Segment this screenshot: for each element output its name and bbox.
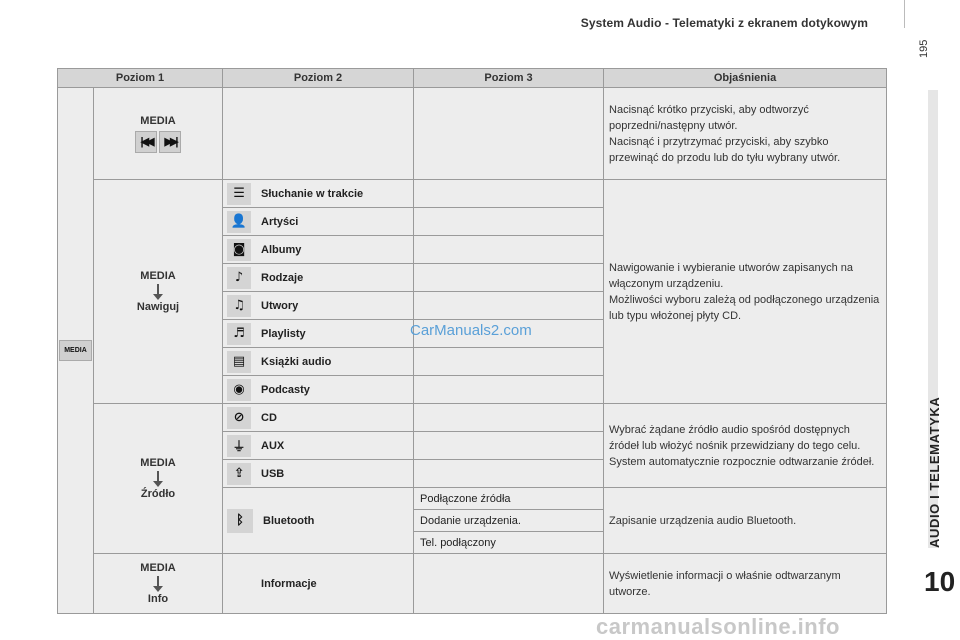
column-header-level3: Poziom 3 bbox=[414, 69, 604, 88]
bluetooth-sub-item: Podłączone źródła bbox=[414, 488, 604, 510]
browse-item-label: Podcasty bbox=[261, 383, 310, 396]
info-item: Informacje bbox=[223, 554, 414, 614]
source-item bbox=[223, 432, 414, 460]
table-row bbox=[58, 180, 887, 208]
arrow-down-icon bbox=[157, 284, 159, 298]
level2-subtitle: Nawiguj bbox=[136, 301, 180, 313]
level4-empty bbox=[414, 554, 604, 614]
level2-info bbox=[94, 554, 223, 614]
arrow-down-icon bbox=[157, 576, 159, 590]
bluetooth-icon: ᛒ bbox=[227, 509, 253, 533]
explanation-info: Wyświetlenie informacji o właśnie odtwarzanym utworze. bbox=[604, 554, 887, 614]
level4-empty bbox=[414, 376, 604, 404]
media-menu-table bbox=[57, 68, 887, 614]
next-track-icon: ▶▶| bbox=[159, 131, 181, 153]
level4-empty bbox=[414, 180, 604, 208]
table-row bbox=[58, 88, 887, 180]
bluetooth-sub-item: Tel. podłączony bbox=[414, 532, 604, 554]
level2-title: MEDIA bbox=[140, 562, 176, 574]
arrow-down-icon bbox=[157, 471, 159, 485]
list-icon: ☰ bbox=[227, 183, 251, 205]
level2-browse bbox=[94, 180, 223, 404]
level2-title: MEDIA bbox=[140, 114, 176, 127]
header-divider bbox=[904, 0, 905, 28]
column-header-level2: Poziom 2 bbox=[223, 69, 414, 88]
bluetooth-item bbox=[223, 488, 414, 554]
explanation-bluetooth: Zapisanie urządzenia audio Bluetooth. bbox=[604, 488, 887, 554]
level2-title: MEDIA bbox=[140, 457, 176, 469]
level4-empty bbox=[414, 236, 604, 264]
page-number: 195 bbox=[918, 39, 930, 58]
explanation-browse: Nawigowanie i wybieranie utworów zapisanych na włączonym urządzeniu. Możliwości wyboru zależą od podłączonego urządzenia lub typu włożonej płyty CD. bbox=[604, 180, 887, 404]
level1-cell bbox=[58, 88, 94, 614]
browse-item bbox=[223, 208, 414, 236]
level2-title: MEDIA bbox=[140, 270, 176, 282]
page-header-title: System Audio - Telematyki z ekranem dotykowym bbox=[580, 16, 868, 30]
album-icon: ◙ bbox=[227, 239, 251, 261]
table-row bbox=[58, 404, 887, 432]
level3-empty bbox=[223, 88, 414, 180]
level4-empty bbox=[414, 348, 604, 376]
level2-subtitle: Info bbox=[147, 593, 169, 605]
level2-subtitle: Źródło bbox=[140, 488, 176, 500]
browse-item-label: Artyści bbox=[261, 215, 299, 228]
level2-media-skip bbox=[94, 88, 223, 180]
browse-item bbox=[223, 264, 414, 292]
level4-empty bbox=[414, 432, 604, 460]
watermark-text: CarManuals2.com bbox=[410, 322, 532, 339]
genre-guitar-icon: ♪ bbox=[227, 267, 251, 289]
source-item bbox=[223, 404, 414, 432]
source-item bbox=[223, 460, 414, 488]
browse-item-label: Utwory bbox=[261, 299, 299, 312]
explanation-source: Wybrać żądane źródło audio spośród dostępnych źródeł lub włożyć nośnik przewidziany do tego celu. System automatycznie rozpocznie odtwarzanie źródeł. bbox=[604, 404, 887, 488]
podcast-icon: ◉ bbox=[227, 379, 251, 401]
browse-item-label: Albumy bbox=[261, 243, 302, 256]
bluetooth-sub-item: Dodanie urządzenia. bbox=[414, 510, 604, 532]
source-item-label: USB bbox=[261, 467, 285, 480]
source-item-label: AUX bbox=[261, 439, 285, 452]
browse-item-label: Playlisty bbox=[261, 327, 306, 340]
chapter-number: 10 bbox=[924, 566, 956, 597]
level4-empty bbox=[414, 292, 604, 320]
level4-empty bbox=[414, 404, 604, 432]
skip-buttons bbox=[135, 131, 181, 153]
column-header-level1: Poziom 1 bbox=[58, 69, 223, 88]
chapter-label: AUDIO I TELEMATYKA bbox=[927, 396, 942, 548]
song-icon: ♫ bbox=[227, 295, 251, 317]
browse-item bbox=[223, 348, 414, 376]
browse-item bbox=[223, 376, 414, 404]
explanation-prev-next: Nacisnąć krótko przyciski, aby odtworzyć poprzedni/następny utwór. Nacisnąć i przytrzymać przyciski, aby szybko przewinąć do przodu lub do tyłu wybrany utwór. bbox=[604, 88, 887, 180]
level4-empty bbox=[414, 460, 604, 488]
table-row bbox=[58, 554, 887, 614]
artist-icon: 👤 bbox=[227, 211, 251, 233]
browse-item bbox=[223, 236, 414, 264]
browse-item bbox=[223, 320, 414, 348]
level4-empty bbox=[414, 208, 604, 236]
media-button-icon: MEDIA bbox=[59, 340, 92, 361]
cd-icon: ⊘ bbox=[227, 407, 251, 429]
previous-track-icon: |◀◀ bbox=[135, 131, 157, 153]
usb-icon: ⇪ bbox=[227, 463, 251, 485]
column-header-explanations: Objaśnienia bbox=[604, 69, 887, 88]
browse-item-label: Rodzaje bbox=[261, 271, 304, 284]
playlist-icon: ♬ bbox=[227, 323, 251, 345]
level4-empty bbox=[414, 264, 604, 292]
browse-item bbox=[223, 180, 414, 208]
table-header-row bbox=[58, 69, 887, 88]
level4-empty bbox=[414, 88, 604, 180]
browse-item bbox=[223, 292, 414, 320]
aux-jack-icon: ⏚ bbox=[227, 435, 251, 457]
footer-watermark: carmanualsonline.info bbox=[596, 614, 840, 639]
browse-item-label: Książki audio bbox=[261, 355, 332, 368]
browse-item-label: Słuchanie w trakcie bbox=[261, 187, 364, 200]
level2-source bbox=[94, 404, 223, 554]
audiobook-icon: ▤ bbox=[227, 351, 251, 373]
source-item-label: CD bbox=[261, 411, 277, 424]
bluetooth-label: Bluetooth bbox=[263, 514, 315, 527]
